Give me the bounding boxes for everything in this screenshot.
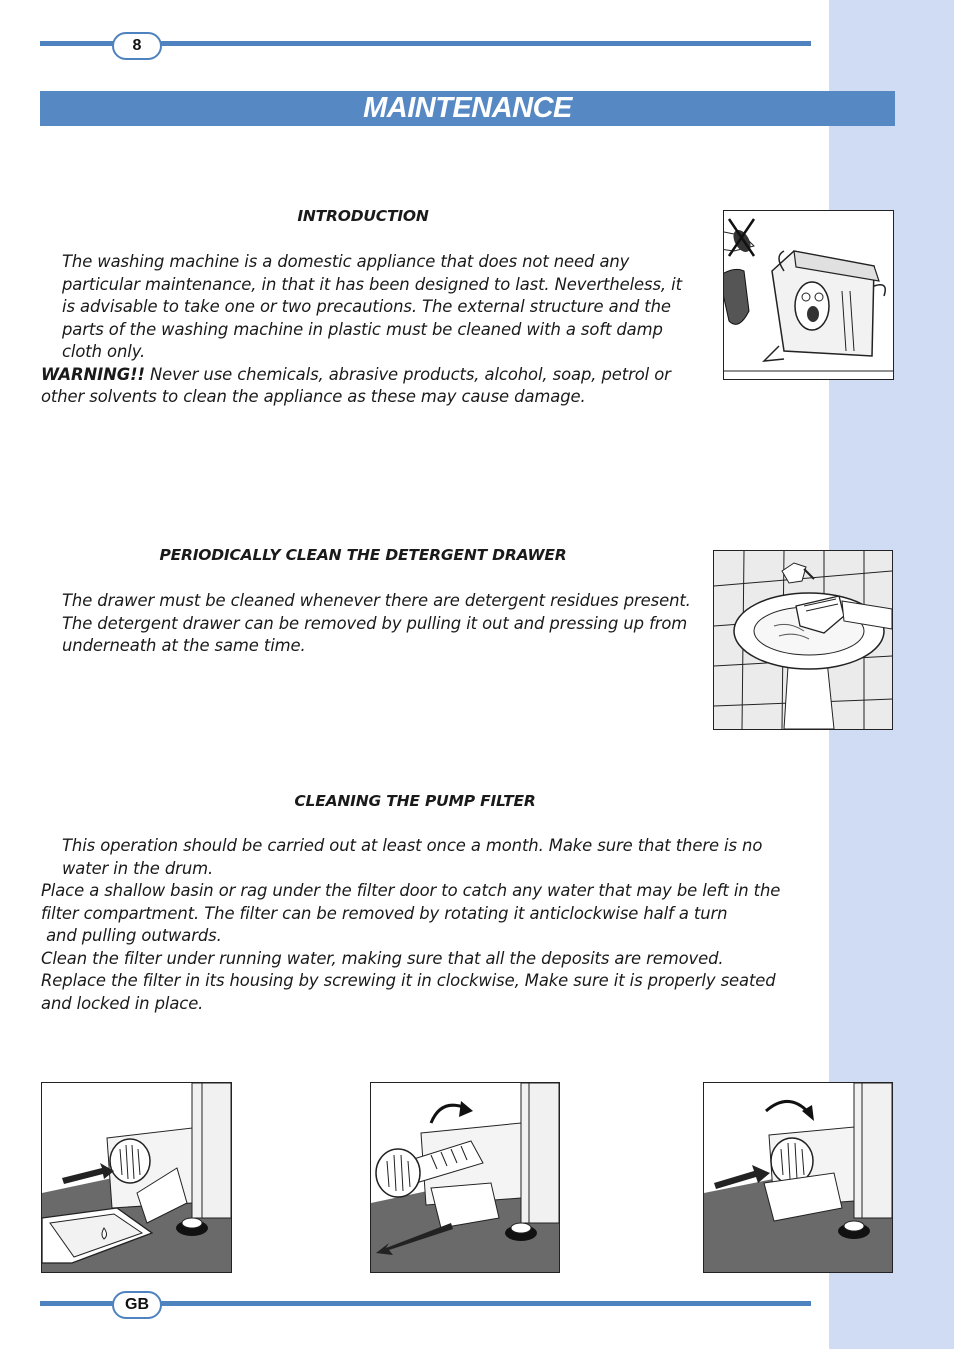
filter-drain-illustration [41, 1082, 232, 1273]
pump-line-2: Place a shallow basin or rag under the filter door to catch any water that may be left in the filter compartment. The filter can be removed by rotating it anticlockwise half a turn [41, 881, 781, 923]
detergent-drawer-washing-illustration [713, 550, 893, 730]
detergent-heading: PERIODICALLY CLEAN THE DETERGENT DRAWER [159, 546, 567, 564]
introduction-heading: INTRODUCTION [297, 207, 429, 225]
pump-line-5: Replace the filter in its housing by screwing it in clockwise, Make sure it is properly seated and locked in place. [41, 971, 776, 1013]
detergent-paragraph: The drawer must be cleaned whenever there are detergent residues present. The detergent drawer can be removed by pulling it out and pressing up from underneath at the same time. [62, 591, 691, 655]
pump-line-4: Clean the filter under running water, making sure that all the deposits are removed. [41, 948, 724, 968]
warning-paragraph [41, 364, 689, 409]
pump-heading: CLEANING THE PUMP FILTER [294, 792, 536, 810]
introduction-paragraph: The washing machine is a domestic appliance that does not need any particular maintenance, in that it has been designed to last. Nevertheless, it is advisable to take one or two precautions. The external structure and the parts of the washing machine in plastic must be cleaned with a soft damp cloth only. [62, 252, 682, 361]
page-title: MAINTENANCE [40, 91, 895, 126]
warning-text: Never use chemicals, abrasive products, alcohol, soap, petrol or other solvents to clean the appliance as these may cause damage. [41, 364, 671, 406]
pump-line-3: and pulling outwards. [41, 926, 222, 945]
pump-line-1: This operation should be carried out at least once a month. Make sure that there is no water in the drum. [62, 836, 763, 878]
language-badge: GB [112, 1291, 162, 1319]
warning-label: WARNING!! [41, 364, 145, 384]
washing-machine-cleaning-illustration [723, 210, 894, 380]
filter-replace-illustration [703, 1082, 893, 1273]
introduction-text [41, 251, 689, 409]
page-number: 8 [112, 32, 162, 60]
filter-remove-illustration [370, 1082, 560, 1273]
pump-text [41, 835, 801, 1015]
detergent-text [41, 590, 691, 658]
